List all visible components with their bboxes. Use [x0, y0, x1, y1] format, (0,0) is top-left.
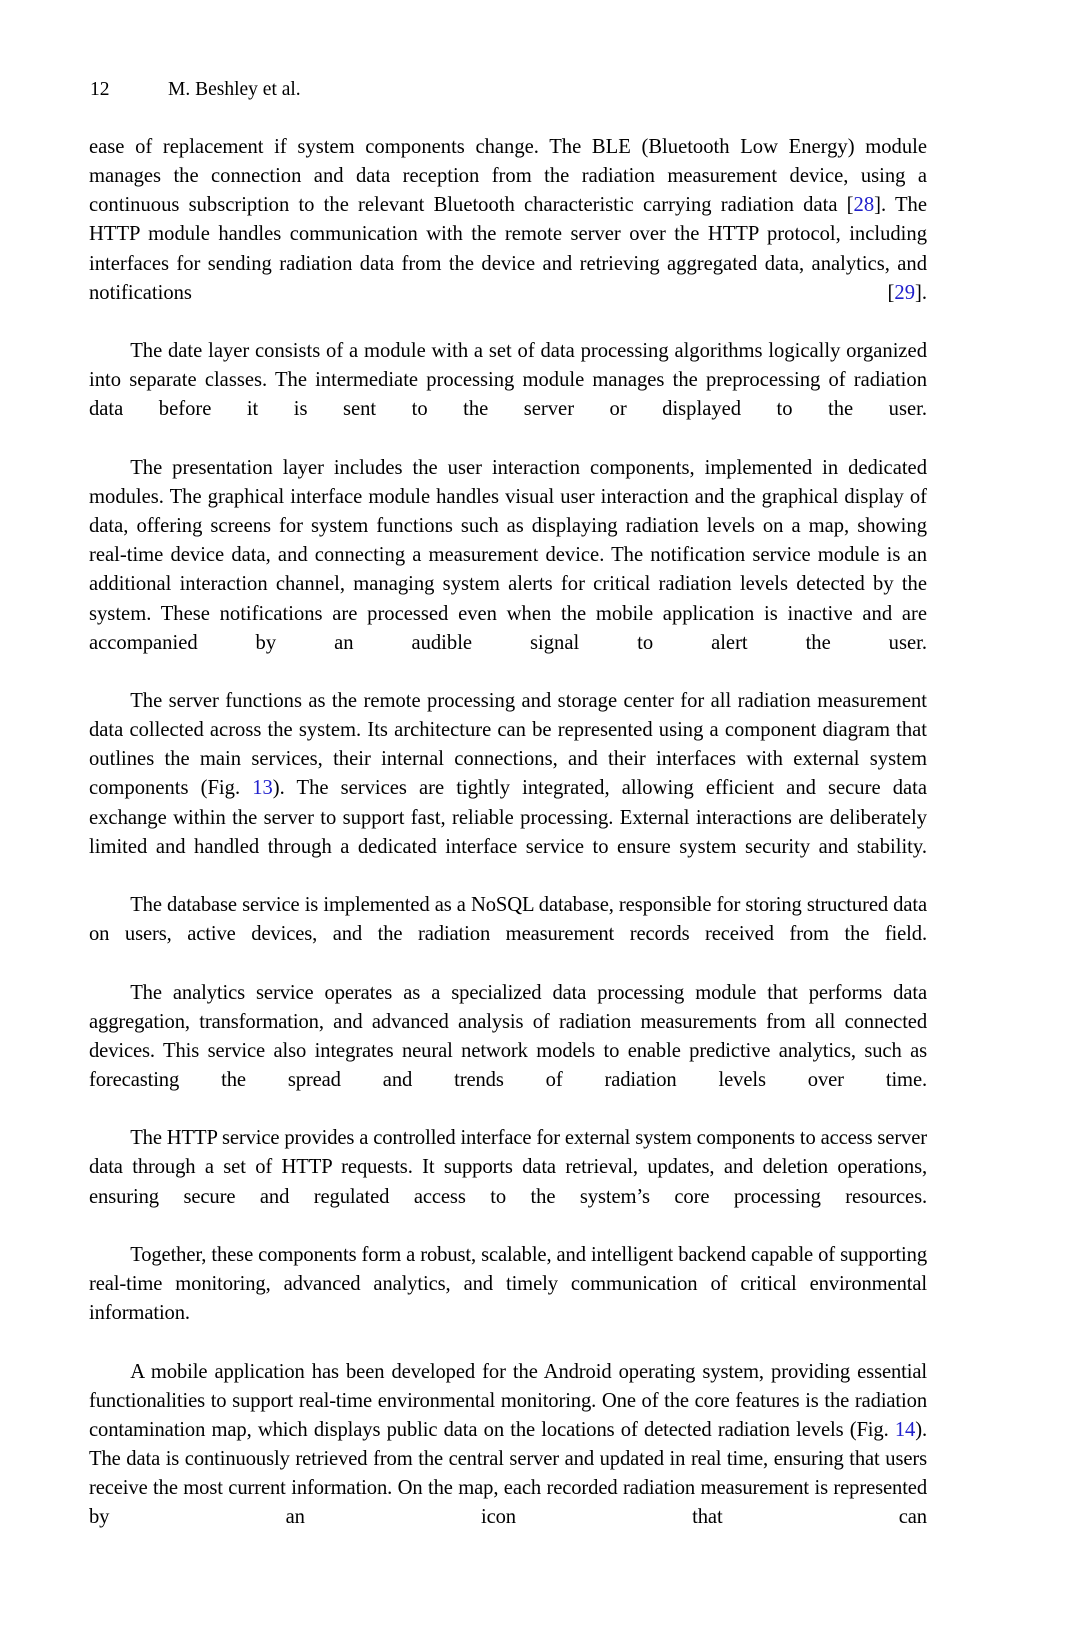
- reference-link[interactable]: 28: [853, 194, 875, 217]
- paragraph-p-presentation-layer: [89, 454, 927, 687]
- paragraph-p-together-components: [89, 1241, 927, 1358]
- paragraph-p-mobile-application: [89, 1358, 927, 1562]
- page-number: 12: [90, 79, 110, 100]
- paragraph-text: ). The services are tightly integrated, allowing efficient and secure data exchange within the server to support fast, reliable processing. External interactions are deliberately limited and handled through a dedicated interface service to ensure system security and stability.: [89, 777, 927, 858]
- paragraph-text: The date layer consists of a module with a set of data processing algorithms logically organized into separate classes. The intermediate processing module manages the preprocessing of radiation data before it is sent to the server or displayed to the user.: [89, 340, 927, 421]
- paragraph-text: ease of replacement if system components change. The BLE (Bluetooth Low Energy) module manages the connection and data reception from the radiation measurement device, using a continuous subscription to the relevant Bluetooth characteristic carrying radiation data [: [89, 136, 927, 217]
- paragraph-text: ]. The HTTP module handles communication with the remote server over the HTTP protocol, including interfaces for sending radiation data from the device and retrieving aggregated data, analytics, and notifications [: [89, 194, 927, 304]
- body-text-column: [89, 133, 927, 1562]
- paragraph-text: The analytics service operates as a specialized data processing module that performs data aggregation, transformation, and advanced analysis of radiation measurements from all connected devices. This service also integrates neural network models to enable predictive analytics, such as forecasting the spread and trends of radiation levels over time.: [89, 981, 927, 1091]
- reference-link[interactable]: 14: [894, 1418, 916, 1441]
- running-head-authors: M. Beshley et al.: [168, 79, 301, 100]
- paragraph-text: The database service is implemented as a NoSQL database, responsible for storing structured data on users, active devices, and the radiation measurement records received from the field.: [89, 894, 927, 946]
- reference-link[interactable]: 13: [252, 777, 273, 800]
- paragraph-text: The HTTP service provides a controlled interface for external system components to access server data through a set of HTTP requests. It supports data retrieval, updates, and deletion operations, ensuring secure and regulated access to the system’s core processing resources.: [89, 1127, 927, 1208]
- paragraph-p-http-service: [89, 1124, 927, 1241]
- paragraph-p-date-layer: [89, 337, 927, 454]
- paragraph-text: A mobile application has been developed for the Android operating system, providing essential functionalities to support real-time environmental monitoring. One of the core features is the radiation contamination map, which displays public data on the locations of detected radiation levels (Fig.: [89, 1360, 927, 1441]
- paragraph-p-analytics-service: [89, 979, 927, 1125]
- paragraph-text: The server functions as the remote processing and storage center for all radiation measurement data collected across the system. Its architecture can be represented using a component diagram that outlines the main services, their internal connections, and their interfaces with external system components (Fig.: [89, 689, 927, 800]
- paragraph-p-server-functions: [89, 687, 927, 891]
- running-header: [90, 78, 926, 102]
- paragraph-text: ). The data is continuously retrieved from the central server and updated in real time, ensuring that users receive the most current information. On the map, each recorded radiation measurement is represented by an icon that can: [89, 1418, 927, 1529]
- paragraph-text: Together, these components form a robust, scalable, and intelligent backend capable of supporting real-time monitoring, advanced analytics, and timely communication of critical environmental information.: [89, 1243, 927, 1325]
- paragraph-text: ].: [914, 281, 927, 304]
- paragraph-p-ble-http-module: [89, 133, 927, 337]
- paragraph-p-database-service: [89, 891, 927, 978]
- reference-link[interactable]: 29: [894, 281, 915, 304]
- paragraph-text: The presentation layer includes the user interaction components, implemented in dedicated modules. The graphical interface module handles visual user interaction and the graphical display of data, offering screens for system functions such as displaying radiation levels on a map, showing real-time device data, and connecting a measurement device. The notification service module is an additional interaction channel, managing system alerts for critical radiation levels detected by the system. These notifications are processed even when the mobile application is inactive and are accompanied by an audible signal to alert the user.: [89, 456, 927, 654]
